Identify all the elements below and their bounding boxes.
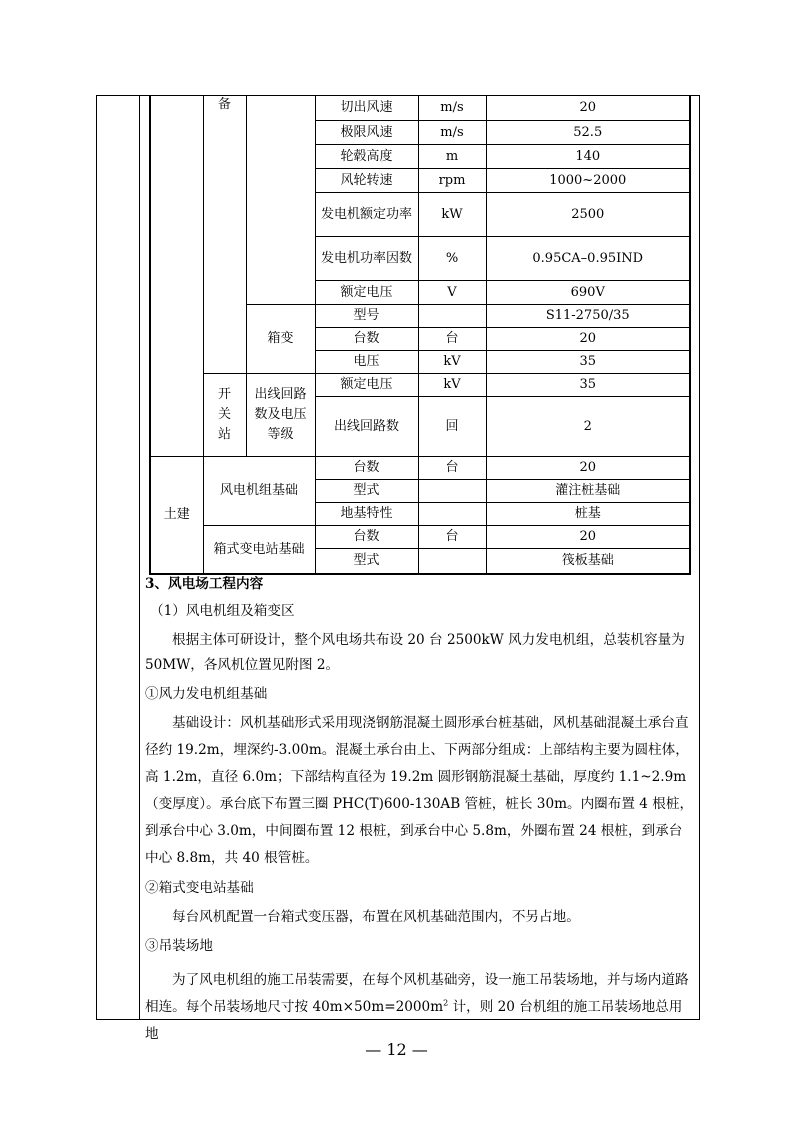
param-value: 桩基 <box>486 503 690 526</box>
param-value: 690V <box>486 281 690 305</box>
param-unit <box>418 305 486 328</box>
param-name: 台数 <box>315 526 418 549</box>
section-heading: 3、风电场工程内容 <box>145 576 264 592</box>
param-unit: kW <box>418 193 486 237</box>
paragraph <box>145 967 695 1048</box>
param-unit: m/s <box>418 96 486 121</box>
group-equipment-label: 备 <box>203 96 246 374</box>
param-name: 型式 <box>315 480 418 503</box>
param-value: 140 <box>486 145 690 169</box>
table-row <box>150 526 690 549</box>
item-heading: ②箱式变电站基础 <box>145 880 254 896</box>
param-name: 额定电压 <box>315 374 418 397</box>
param-value: 52.5 <box>486 121 690 145</box>
param-name: 型式 <box>315 549 418 574</box>
param-name: 发电机功率因数 <box>315 237 418 281</box>
param-value: 35 <box>486 374 690 397</box>
param-value: 20 <box>486 526 690 549</box>
item-heading: ①风力发电机组基础 <box>145 686 268 702</box>
param-unit <box>418 480 486 503</box>
param-value: 2500 <box>486 193 690 237</box>
blank-cell <box>246 96 315 305</box>
param-name: 发电机额定功率 <box>315 193 418 237</box>
param-value: 筏板基础 <box>486 549 690 574</box>
param-value: 0.95CA–0.95IND <box>486 237 690 281</box>
paragraph: 根据主体可研设计，整个风电场共布设 20 台 2500kW 风力发电机组，总装机容量为 50MW，各风机位置见附图 2。 <box>145 632 685 673</box>
page-number: — 12 — <box>365 1040 428 1059</box>
box-foundation-label: 箱式变电站基础 <box>203 526 315 574</box>
param-value: 1000~2000 <box>486 169 690 193</box>
foundation-label: 风电机组基础 <box>203 457 315 526</box>
param-unit <box>418 549 486 574</box>
param-value: 20 <box>486 328 690 351</box>
param-unit: 台 <box>418 526 486 549</box>
param-name: 风轮转速 <box>315 169 418 193</box>
param-name: 切出风速 <box>315 96 418 121</box>
param-value: 20 <box>486 96 690 121</box>
item-heading: ③吊装场地 <box>145 938 213 954</box>
param-name: 台数 <box>315 328 418 351</box>
param-name: 极限风速 <box>315 121 418 145</box>
param-unit: m <box>418 145 486 169</box>
civil-label: 土建 <box>150 457 203 574</box>
paragraph-text: 为了风电机组的施工吊装需要，在每个风机基础旁，设一施工吊装场地，并与场内道路相连。每个吊装场地尺寸按 40m×50m=2000m <box>145 972 689 1015</box>
superscript: 2 <box>443 998 449 1008</box>
paragraph-text: 计，则 20 台机组的施工吊装场地总用地 <box>145 999 683 1042</box>
param-name: 台数 <box>315 457 418 480</box>
param-unit: % <box>418 237 486 281</box>
blank-cell <box>150 96 203 457</box>
param-unit: kV <box>418 374 486 397</box>
param-unit: 台 <box>418 457 486 480</box>
param-unit: V <box>418 281 486 305</box>
table-row <box>150 96 690 121</box>
param-unit: 台 <box>418 328 486 351</box>
table-row <box>150 457 690 480</box>
param-value: 20 <box>486 457 690 480</box>
left-column-divider <box>139 95 140 1020</box>
param-unit: m/s <box>418 121 486 145</box>
param-value: 灌注桩基础 <box>486 480 690 503</box>
param-name: 出线回路数 <box>315 397 418 457</box>
param-name: 额定电压 <box>315 281 418 305</box>
param-unit: rpm <box>418 169 486 193</box>
param-name: 地基特性 <box>315 503 418 526</box>
param-name: 电压 <box>315 351 418 374</box>
spec-table <box>149 95 691 575</box>
switch-station-label: 开关站 <box>203 374 246 457</box>
param-value: S11-2750/35 <box>486 305 690 328</box>
table-row <box>150 374 690 397</box>
paragraph: 基础设计：风机基础形式采用现浇钢筋混凝土圆形承台桩基础，风机基础混凝土承台直径约 19.2m，埋深约-3.00m。混凝土承台由上、下两部分组成：上部结构主要为圆柱体，高 1.2m，直径 6.0m；下部结构直径为 19.2m 圆形钢筋混凝土基础，厚度约 1.1~2.9m（变厚度）。承台底下布置三圈 PHC(T)600-130AB 管桩，桩长 30m。内圈布置 4 根桩，到承台中心 3.0m，中间圈布置 12 根桩，到承台中心 5.8m，外圈布置 24 根桩，到承台中心 8.8m，共 40 根管桩。 <box>145 715 694 866</box>
paragraph: 每台风机配置一台箱式变压器，布置在风机基础范围内，不另占地。 <box>172 909 580 925</box>
box-transformer-label: 箱变 <box>246 305 315 374</box>
param-name: 轮毂高度 <box>315 145 418 169</box>
subsection-heading: （1）风电机组及箱变区 <box>150 603 295 619</box>
param-unit: 回 <box>418 397 486 457</box>
param-value: 2 <box>486 397 690 457</box>
param-name: 型号 <box>315 305 418 328</box>
switch-sub-label: 出线回路数及电压等级 <box>246 374 315 457</box>
param-value: 35 <box>486 351 690 374</box>
param-unit <box>418 503 486 526</box>
body-text <box>145 572 695 1048</box>
param-unit: kV <box>418 351 486 374</box>
